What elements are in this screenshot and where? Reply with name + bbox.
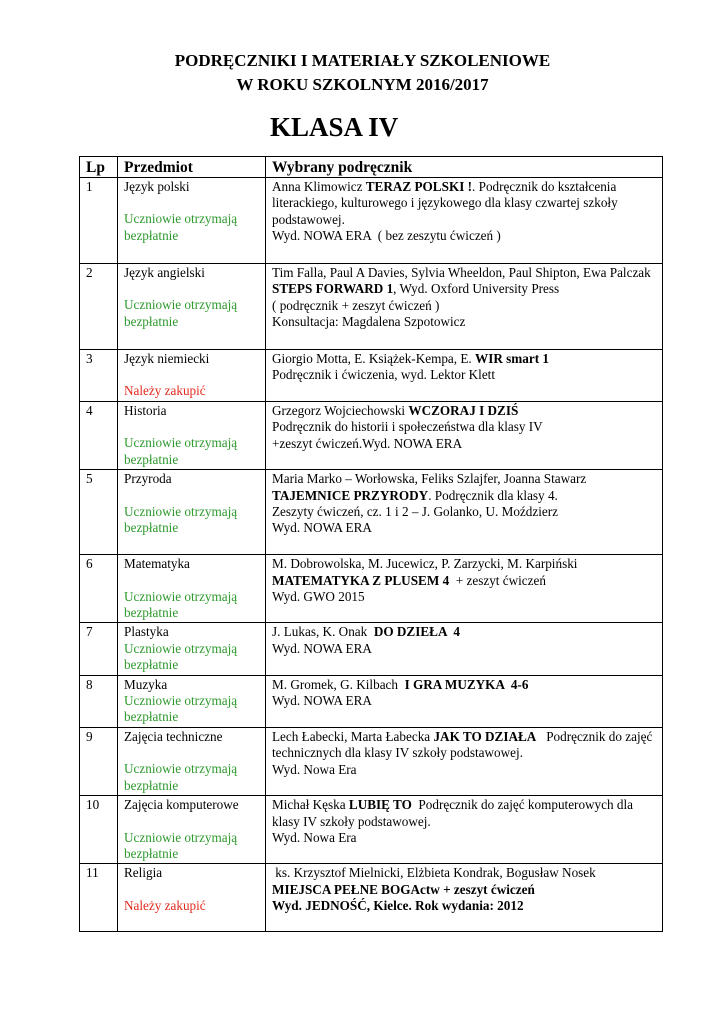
subject-name: Muzyka [124, 676, 168, 692]
row-number: 9 [80, 727, 118, 795]
textbook-text: Zeszyty ćwiczeń, cz. 1 i 2 – J. Golanko, U. Moździerz [272, 504, 558, 520]
textbook-cell [266, 555, 663, 623]
textbook-table [79, 156, 663, 932]
table-row [80, 178, 663, 264]
textbook-text: Podręcznik do zajęć technicznych dla klasy IV szkoły podstawowej. [272, 728, 656, 761]
textbook-line [272, 624, 657, 640]
free-provision-status: Uczniowie otrzymają bezpłatnie [124, 297, 238, 329]
table-header-row [80, 157, 663, 178]
subject-name: Język angielski [124, 265, 205, 280]
textbook-text: Tim Falla, Paul A Davies, Sylvia Wheeldon, Paul Shipton, Ewa Palczak [272, 265, 655, 280]
free-provision-status: Uczniowie otrzymają bezpłatnie [124, 211, 238, 243]
header-lp: Lp [80, 157, 118, 178]
textbook-text: Wyd. GWO 2015 [272, 589, 365, 605]
subject-name: Religia [124, 865, 163, 881]
table-row [80, 470, 663, 555]
textbook-title: LUBIĘ TO [348, 797, 412, 813]
textbook-line [272, 898, 657, 914]
subject-name: Zajęcia techniczne [124, 728, 223, 744]
textbook-title: WIR smart 1 [475, 351, 550, 366]
textbook-line [272, 641, 657, 657]
textbook-title: WCZORAJ I DZIŚ [408, 403, 519, 418]
subject-name: Język polski [124, 179, 190, 194]
table-row [80, 402, 663, 470]
subject-cell [118, 350, 266, 402]
textbook-cell [266, 470, 663, 555]
row-number: 8 [80, 675, 118, 727]
free-provision-status: Uczniowie otrzymają bezpłatnie [124, 435, 238, 467]
subject-cell [118, 402, 266, 470]
textbook-text: Michał Kęska [272, 797, 349, 813]
subject-name: Plastyka [124, 624, 169, 640]
textbook-title: TERAZ POLSKI ! [365, 179, 473, 194]
subject-cell [118, 727, 266, 795]
textbook-text: Konsultacja: Magdalena Szpotowicz [272, 314, 466, 330]
textbook-line [272, 471, 657, 504]
table-body [80, 178, 663, 932]
row-number: 2 [80, 264, 118, 350]
textbook-cell [266, 350, 663, 402]
textbook-line [272, 830, 657, 846]
textbook-line [272, 314, 657, 330]
table-row [80, 555, 663, 623]
textbook-text: Wyd. NOWA ERA ( bez zeszytu ćwiczeń ) [272, 228, 501, 244]
free-provision-status: Uczniowie otrzymają bezpłatnie [124, 761, 238, 793]
textbook-text: ks. Krzysztof Mielnicki, Elżbieta Kondrak, Bogusław Nosek [272, 865, 596, 881]
textbook-text: Wyd. Nowa Era [272, 829, 357, 845]
textbook-text: . Podręcznik dla klasy 4. [428, 487, 558, 503]
textbook-text: M. Gromek, G. Kilbach [272, 676, 405, 692]
textbook-title: DO DZIEŁA 4 [373, 624, 460, 640]
textbook-text: Podręcznik do zajęć komputerowych dla klasy IV szkoły podstawowej. [272, 797, 637, 829]
row-number: 1 [80, 178, 118, 264]
textbook-text: +zeszyt ćwiczeń.Wyd. NOWA ERA [272, 435, 463, 451]
textbook-line [272, 762, 657, 778]
subject-name: Zajęcia komputerowe [124, 797, 239, 813]
textbook-cell [266, 402, 663, 470]
textbook-cell [266, 796, 663, 864]
textbook-line [272, 882, 657, 898]
textbook-line [272, 797, 657, 830]
row-number: 4 [80, 402, 118, 470]
textbook-text: Wyd. Nowa Era [272, 761, 357, 777]
subject-name: Język niemiecki [124, 351, 210, 366]
textbook-line [272, 228, 657, 244]
textbook-cell [266, 264, 663, 350]
free-provision-status: Uczniowie otrzymają bezpłatnie [124, 829, 238, 861]
free-provision-status: Uczniowie otrzymają bezpłatnie [124, 640, 238, 673]
textbook-text: Maria Marko – Worłowska, Feliks Szlajfer, Joanna Stawarz [272, 471, 590, 487]
subject-cell [118, 675, 266, 727]
textbook-text: , Wyd. Oxford University Press [393, 281, 560, 297]
row-number: 5 [80, 470, 118, 555]
textbook-cell [266, 727, 663, 795]
row-number: 6 [80, 555, 118, 623]
subject-cell [118, 264, 266, 350]
row-number: 7 [80, 623, 118, 675]
textbook-title: MIEJSCA PEŁNE BOGActw + zeszyt ćwiczeń [272, 881, 535, 897]
textbook-line [272, 504, 657, 520]
subject-cell [118, 796, 266, 864]
textbook-cell [266, 864, 663, 932]
document-title-line-1: PODRĘCZNIKI I MATERIAŁY SZKOLENIOWE [174, 51, 551, 70]
textbook-line [272, 729, 657, 762]
textbook-line [272, 298, 657, 314]
header-subject: Przedmiot [118, 157, 266, 178]
textbook-title: MATEMATYKA Z PLUSEM 4 [272, 572, 450, 588]
textbook-text: Wyd. NOWA ERA [272, 520, 372, 536]
textbook-title: JAK TO DZIAŁA [433, 728, 537, 744]
textbook-text: Lech Łabecki, Marta Łabecka [272, 728, 434, 744]
textbook-text: Grzegorz Wojciechowski [272, 403, 409, 418]
textbook-line [272, 573, 657, 589]
textbook-line [272, 265, 657, 298]
document-title-line-2: W ROKU SZKOLNYM 2016/2017 [236, 75, 489, 94]
textbook-text: Wyd. NOWA ERA [272, 693, 372, 709]
textbook-line [272, 520, 657, 536]
subject-cell [118, 864, 266, 932]
table-row [80, 864, 663, 932]
subject-cell [118, 470, 266, 555]
textbook-line [272, 179, 657, 228]
textbook-line [272, 403, 657, 419]
free-provision-status: Uczniowie otrzymają bezpłatnie [124, 503, 238, 536]
table-row [80, 623, 663, 675]
subject-cell [118, 555, 266, 623]
textbook-line [272, 589, 657, 605]
textbook-title: I GRA MUZYKA 4-6 [404, 676, 529, 692]
textbook-text: . Podręcznik do kształcenia literackiego, kulturowego i językowego dla klasy czwartej szkoły podstawowej. [272, 179, 621, 227]
textbook-title: Wyd. JEDNOŚĆ, Kielce. Rok wydania: 2012 [272, 898, 524, 914]
subject-name: Historia [124, 403, 167, 418]
subject-name: Przyroda [124, 471, 172, 487]
textbook-text: J. Lukas, K. Onak [272, 624, 374, 640]
textbook-line [272, 677, 657, 693]
textbook-line [272, 436, 657, 452]
subject-name: Matematyka [124, 556, 190, 572]
textbook-line [272, 693, 657, 709]
textbook-text: Podręcznik do historii i społeczeństwa dla klasy IV [272, 419, 543, 435]
row-number: 3 [80, 350, 118, 402]
table-row [80, 264, 663, 350]
table-row [80, 796, 663, 864]
textbook-line [272, 556, 657, 572]
purchase-required-status: Należy zakupić [124, 383, 206, 399]
table-row [80, 350, 663, 402]
textbook-line [272, 351, 657, 367]
textbook-line [272, 419, 657, 435]
free-provision-status: Uczniowie otrzymają bezpłatnie [124, 588, 238, 621]
textbook-text: ( podręcznik + zeszyt ćwiczeń ) [272, 297, 440, 313]
textbook-text: Anna Klimowicz [272, 179, 366, 194]
class-heading: KLASA IV [270, 112, 399, 142]
purchase-required-status: Należy zakupić [124, 897, 206, 913]
free-provision-status: Uczniowie otrzymają bezpłatnie [124, 693, 238, 725]
header-textbook: Wybrany podręcznik [266, 157, 663, 178]
textbook-line [272, 367, 657, 383]
textbook-title: TAJEMNICE PRZYRODY [272, 487, 429, 503]
table-row [80, 727, 663, 795]
textbook-text: Giorgio Motta, E. Książek-Kempa, E. [272, 351, 476, 366]
textbook-text: Wyd. NOWA ERA [272, 640, 372, 656]
textbook-text: + zeszyt ćwiczeń [449, 572, 546, 588]
subject-cell [118, 623, 266, 675]
textbook-line [272, 865, 657, 881]
textbook-cell [266, 623, 663, 675]
textbook-cell [266, 675, 663, 727]
table-row [80, 675, 663, 727]
textbook-cell [266, 178, 663, 264]
textbook-text: M. Dobrowolska, M. Jucewicz, P. Zarzycki, M. Karpiński [272, 556, 578, 572]
textbook-title: STEPS FORWARD 1 [272, 281, 394, 297]
textbook-text: Podręcznik i ćwiczenia, wyd. Lektor Klett [272, 367, 496, 383]
subject-cell [118, 178, 266, 264]
row-number: 10 [80, 796, 118, 864]
row-number: 11 [80, 864, 118, 932]
